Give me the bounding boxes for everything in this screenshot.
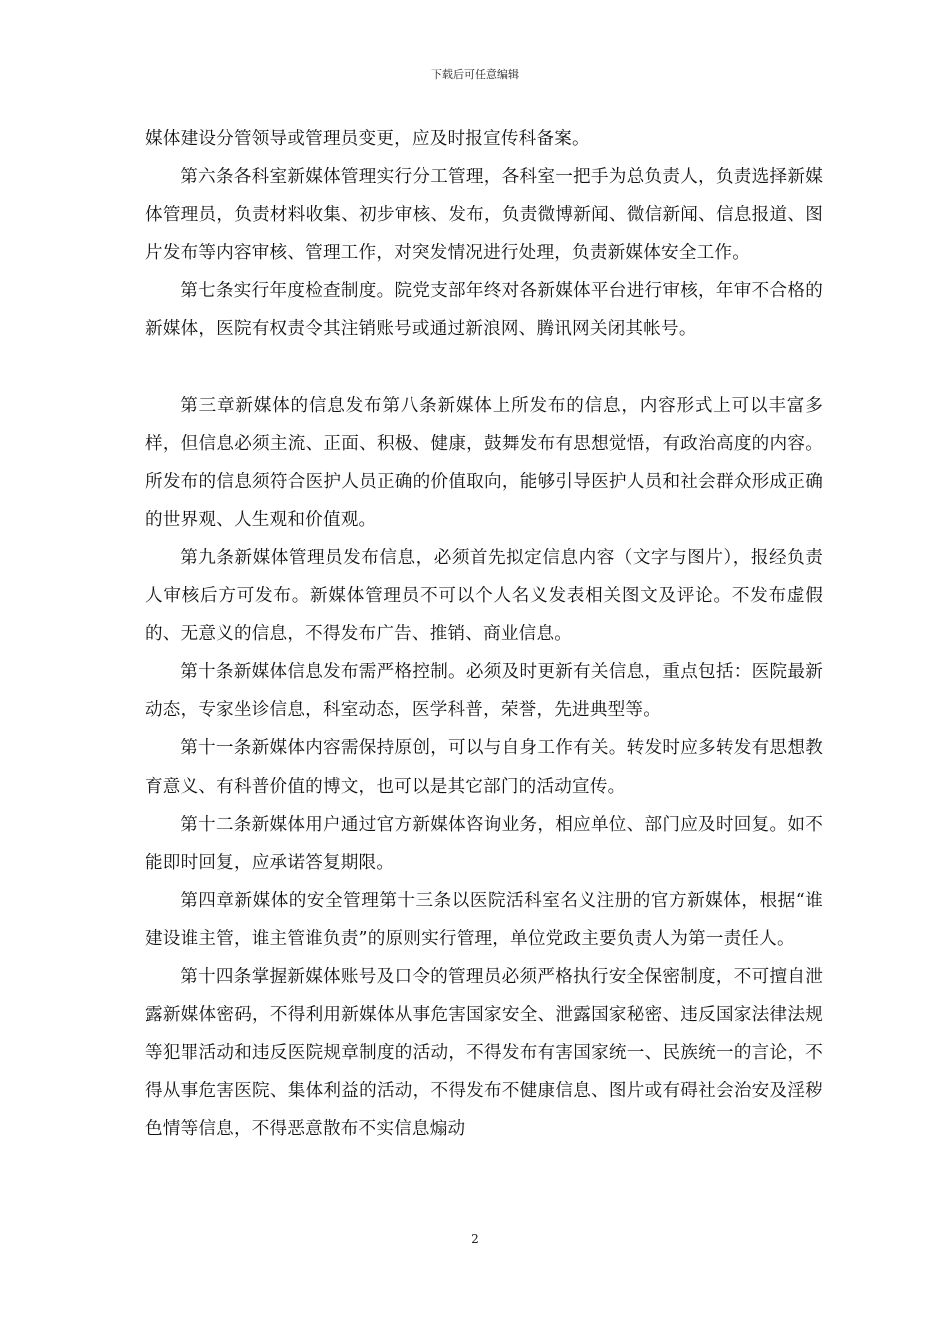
paragraph-article-11: 第十一条新媒体内容需保持原创，可以与自身工作有关。转发时应多转发有思想教育意义、有科普价值的博文，也可以是其它部门的活动宣传。 xyxy=(145,738,823,797)
blank-line xyxy=(145,349,823,387)
paragraph-article-14: 第十四条掌握新媒体账号及口令的管理员必须严格执行安全保密制度，不可擅自泄露新媒体密码，不得利用新媒体从事危害国家安全、泄露国家秘密、违反国家法律法规等犯罪活动和违反医院规章制度的活动，不得发布有害国家统一、民族统一的言论，不得从事危害医院、集体利益的活动，不得发布不健康信息、图片或有碍社会治安及淫秽色情等信息，不得恶意散布不实信息煽动 xyxy=(145,966,823,1140)
paragraph-continuation: 媒体建设分管领导或管理员变更，应及时报宣传科备案。 xyxy=(145,129,590,149)
paragraph-article-7: 第七条实行年度检查制度。院党支部年终对各新媒体平台进行审核，年审不合格的新媒体，医院有权责令其注销账号或通过新浪网、腾讯网关闭其帐号。 xyxy=(145,281,823,340)
paragraph-article-10: 第十条新媒体信息发布需严格控制。必须及时更新有关信息，重点包括：医院最新动态，专家坐诊信息，科室动态，医学科普，荣誉，先进典型等。 xyxy=(145,662,823,721)
paragraph-article-6: 第六条各科室新媒体管理实行分工管理，各科室一把手为总负责人，负责选择新媒体管理员，负责材料收集、初步审核、发布，负责微博新闻、微信新闻、信息报道、图片发布等内容审核、管理工作，对突发情况进行处理，负责新媒体安全工作。 xyxy=(145,167,823,264)
paragraph-chapter-4-article-13: 第四章新媒体的安全管理第十三条以医院活科室名义注册的官方新媒体，根据“谁建设谁主管，谁主管谁负责”的原则实行管理，单位党政主要负责人为第一责任人。 xyxy=(145,890,823,949)
page-number: 2 xyxy=(471,1232,479,1246)
document-body xyxy=(145,120,823,1148)
paragraph-article-12: 第十二条新媒体用户通过官方新媒体咨询业务，相应单位、部门应及时回复。如不能即时回复，应承诺答复期限。 xyxy=(145,814,823,873)
paragraph-chapter-3-article-8: 第三章新媒体的信息发布第八条新媒体上所发布的信息，内容形式上可以丰富多样，但信息必须主流、正面、积极、健康，鼓舞发布有思想觉悟，有政治高度的内容。所发布的信息须符合医护人员正确的价值取向，能够引导医护人员和社会群众形成正确的世界观、人生观和价值观。 xyxy=(145,395,823,530)
paragraph-article-9: 第九条新媒体管理员发布信息，必须首先拟定信息内容（文字与图片），报经负责人审核后方可发布。新媒体管理员不可以个人名义发表相关图文及评论。不发布虚假的、无意义的信息，不得发布广告、推销、商业信息。 xyxy=(145,547,823,645)
page-header: 下载后可任意编辑 xyxy=(431,68,519,81)
